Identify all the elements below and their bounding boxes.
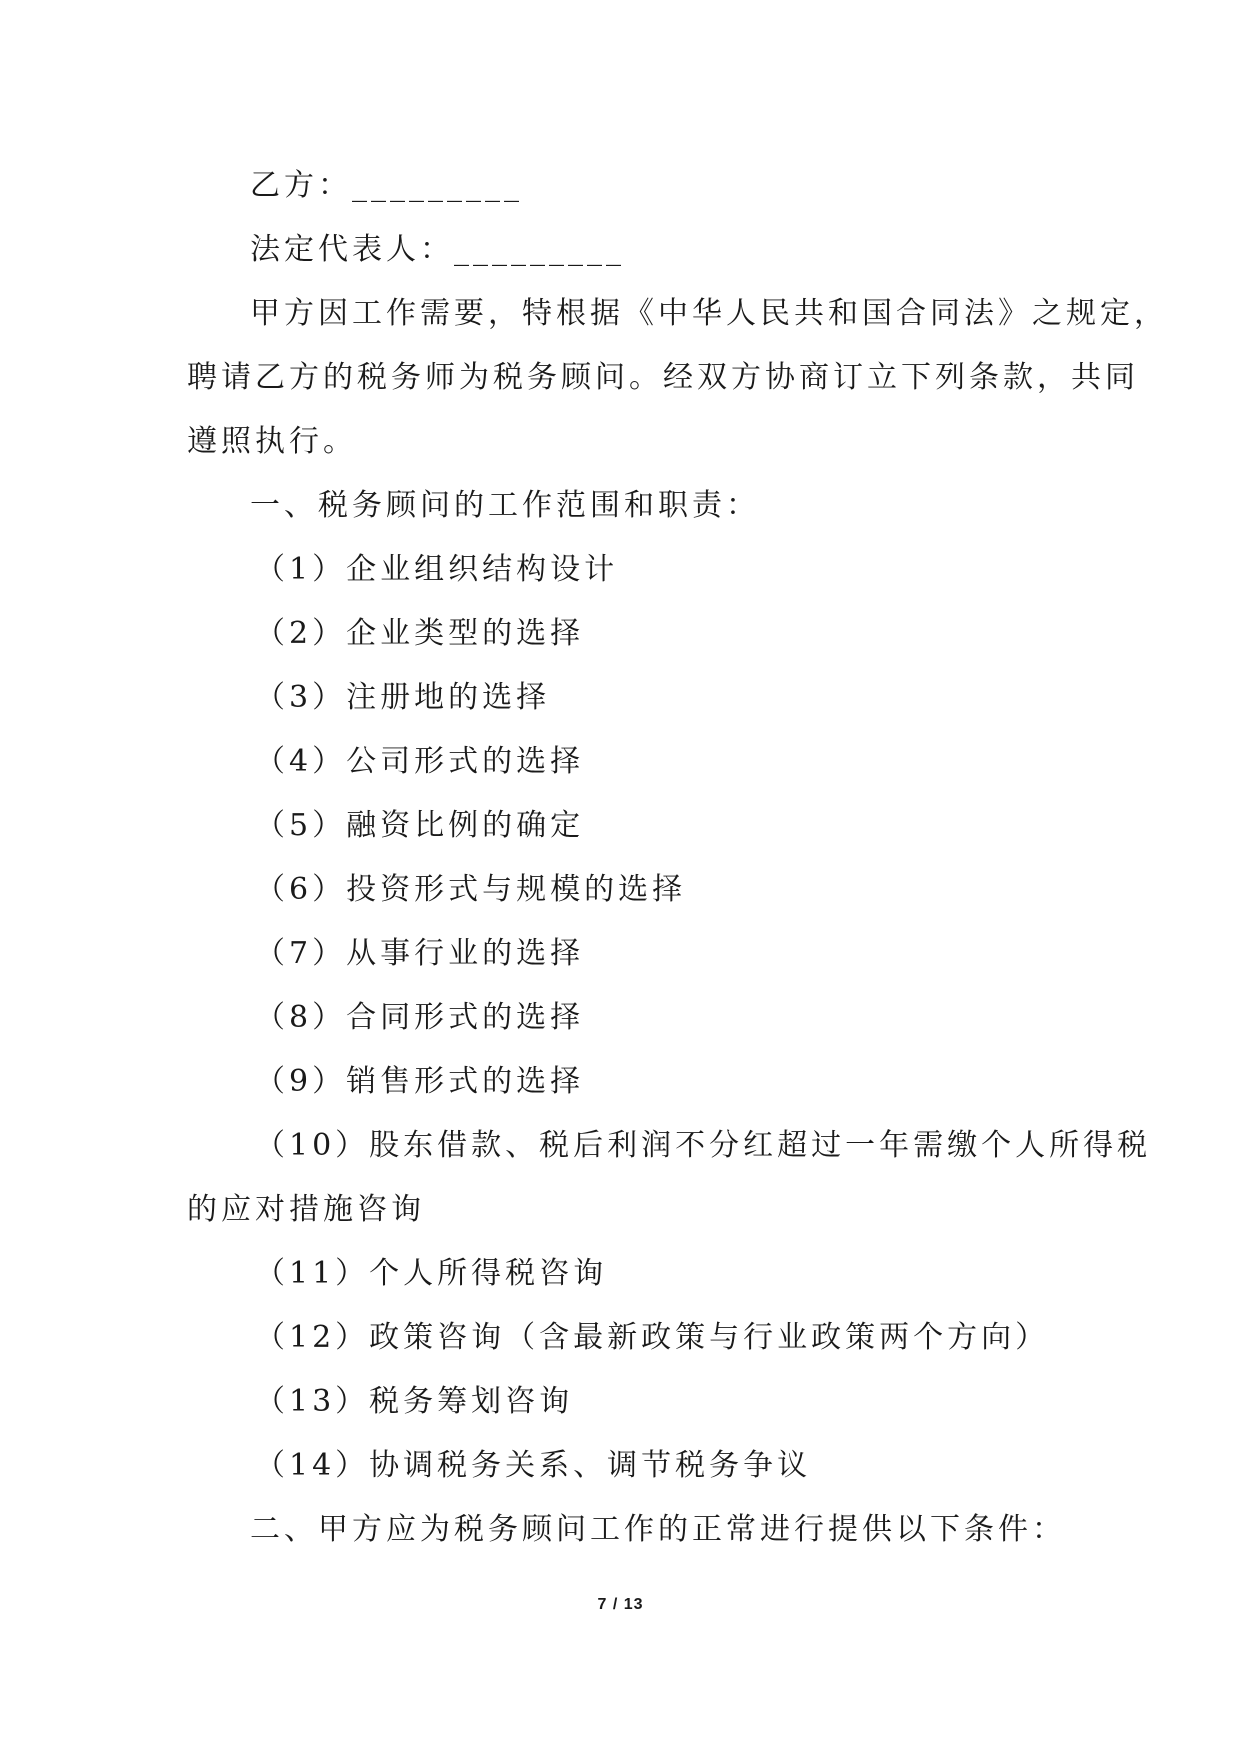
intro-paragraph-line-2: 聘请乙方的税务师为税务顾问。经双方协商订立下列条款，共同 xyxy=(187,360,1139,395)
list-item: （2）企业类型的选择 xyxy=(255,616,585,651)
list-item: （12）政策咨询（含最新政策与行业政策两个方向） xyxy=(255,1320,1050,1355)
intro-paragraph-line-1: 甲方因工作需要，特根据《中华人民共和国合同法》之规定， xyxy=(250,296,1168,331)
list-item: （4）公司形式的选择 xyxy=(255,744,585,779)
intro-paragraph-line-3: 遵照执行。 xyxy=(187,424,357,459)
list-item: （5）融资比例的确定 xyxy=(255,808,585,843)
list-item: （14）协调税务关系、调节税务争议 xyxy=(255,1448,812,1483)
legal-representative-line: 法定代表人：_________ xyxy=(250,232,625,267)
list-item: （7）从事行业的选择 xyxy=(255,936,585,971)
list-item: （8）合同形式的选择 xyxy=(255,1000,585,1035)
list-item: （3）注册地的选择 xyxy=(255,680,551,715)
list-item: （9）销售形式的选择 xyxy=(255,1064,585,1099)
list-item: （1）企业组织结构设计 xyxy=(255,552,619,587)
section-heading-2: 二、甲方应为税务顾问工作的正常进行提供以下条件： xyxy=(250,1512,1066,1547)
list-item: （11）个人所得税咨询 xyxy=(255,1256,608,1291)
list-item: （13）税务筹划咨询 xyxy=(255,1384,574,1419)
list-item: （6）投资形式与规模的选择 xyxy=(255,872,687,907)
party-b-line: 乙方：_________ xyxy=(250,168,523,203)
list-item-continuation: 的应对措施咨询 xyxy=(187,1192,425,1227)
section-heading-1: 一、税务顾问的工作范围和职责： xyxy=(250,488,760,523)
page-number: 7 / 13 xyxy=(597,1596,644,1613)
list-item: （10）股东借款、税后利润不分红超过一年需缴个人所得税 xyxy=(255,1128,1152,1163)
